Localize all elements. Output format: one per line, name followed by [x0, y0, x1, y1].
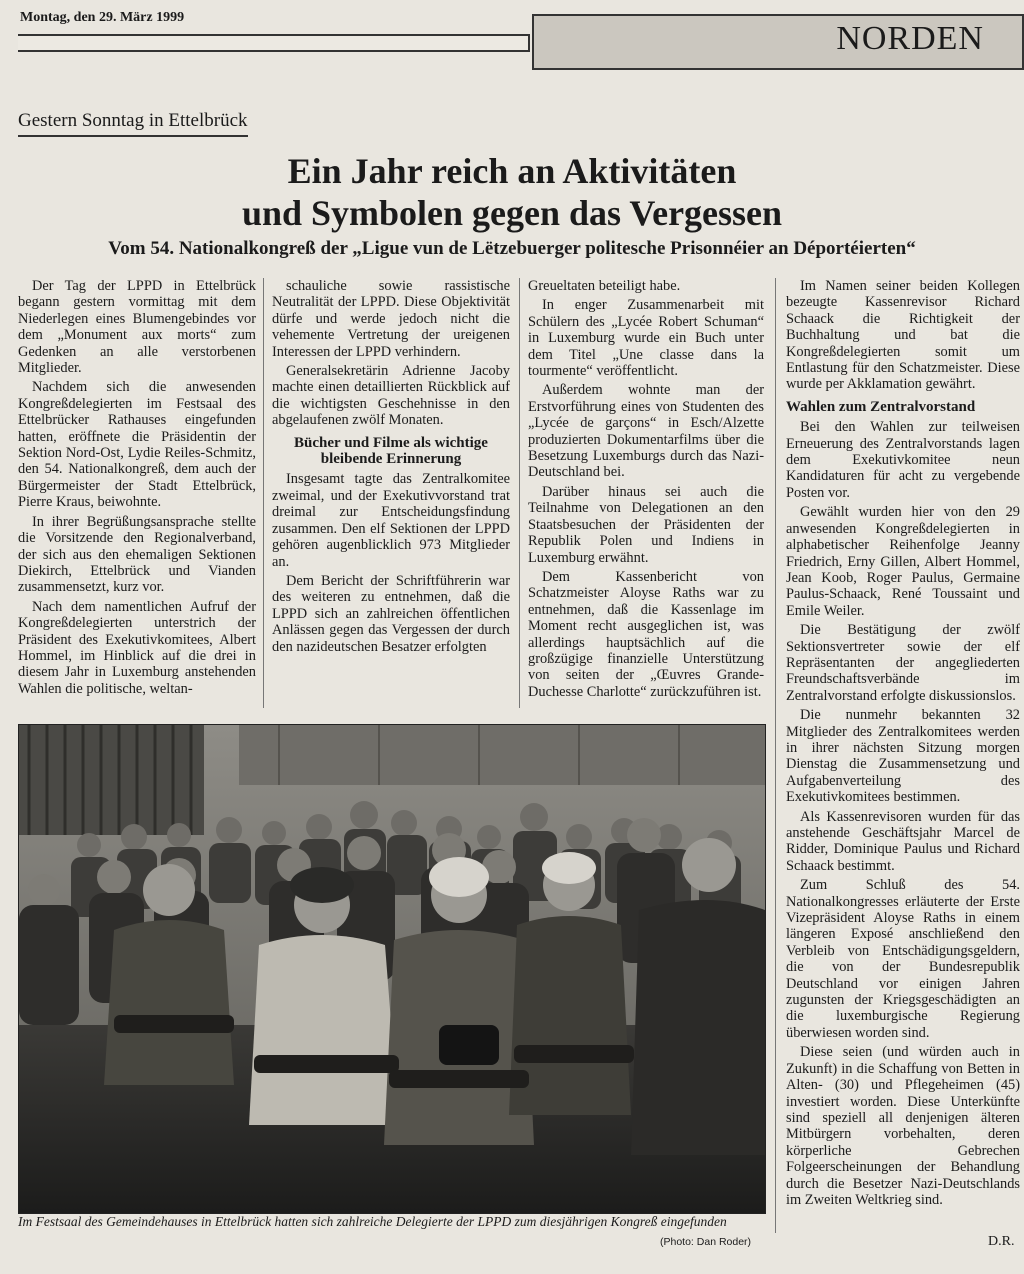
section-title: NORDEN: [836, 20, 984, 57]
paragraph: Dem Bericht der Schriftführerin war des weiteren zu entnehmen, daß die LPPD sich an zahlreichen öffentlichen Anlässen gegen das Vergessen der durch den nazideutschen Besatzer erfolgten: [272, 572, 510, 655]
paragraph: Nach dem namentlichen Aufruf der Kongreßdelegierten unterstrich der Präsident des Exekutivkomitees, Albert Hommel, im Hinblick auf die drei in diesem Jahr in Luxemburg anstehenden Wahlen die politische, weltan-: [18, 598, 256, 697]
paragraph: In enger Zusammenarbeit mit Schülern des „Lycée Robert Schuman“ in Luxemburg wurde ein Buch unter dem Titel „Une classe dans la tourmente“ veröffentlicht.: [528, 297, 764, 380]
photo-credit: (Photo: Dan Roder): [660, 1236, 752, 1248]
article-subheadline: Vom 54. Nationalkongreß der „Ligue vun de Lëtzebuerger politesche Prisonnéier an Déportéierten“: [108, 238, 916, 259]
photo-caption: Im Festsaal des Gemeindehauses in Ettelbrück hatten sich zahlreiche Delegierte der LPPD zum diesjährigen Kongreß eingefunden: [18, 1214, 727, 1229]
headline-line-2: und Symbolen gegen das Vergessen: [241, 193, 783, 233]
paragraph: Greueltaten beteiligt habe.: [528, 278, 681, 294]
headline-line-1: Ein Jahr reich an Aktivitäten: [287, 151, 737, 191]
paragraph: Insgesamt tagte das Zentralkomitee zweimal, und der Exekutivvorstand trat dreimal zur Entscheidungsfindung zusammen. Den elf Sektionen der LPPD gehören augenblicklich 973 Mitglieder an.: [272, 471, 510, 570]
paragraph: Dem Kassenbericht von Schatzmeister Aloyse Raths war zu entnehmen, daß die Kassenlage im Moment recht ausgeglichen ist, was allerdings hauptsächlich auf die großzügige finanzielle Unterstützung von seiten der „Œuvres Grande-Duchesse Charlotte“ zurückzuführen ist.: [528, 568, 764, 700]
paragraph: Diese seien (und würden auch in Zukunft) in die Schaffung von Betten in Alten- (30) und Pflegeheimen (45) investiert worden. Diese Unterkünfte sind speziell all denjenigen älteren Mitbürgern vorbehalten, deren körperliche Gebrechen Folgeerscheinungen der Behandlung durch die Besetzer Nazi-Deutschlands im Zweiten Weltkrieg sind.: [786, 1044, 1020, 1208]
article-kicker: Gestern Sonntag in Ettelbrück: [18, 110, 248, 137]
paragraph: schauliche sowie rassistische Neutralität der LPPD. Diese Objektivität dürfe und werde jedoch nicht die vehemente Vertretung der ureigenen Interessen der LPPD verhindern.: [272, 278, 510, 360]
paragraph: Im Namen seiner beiden Kollegen bezeugte Kassenrevisor Richard Schaack die Richtigkeit der Buchhaltung und bat die Kongreßdelegierten somit um Entlastung für den Schatzmeister. Diese wurde per Akklamation gewährt.: [786, 278, 1020, 393]
paragraph: Der Tag der LPPD in Ettelbrück begann gestern vormittag mit dem Niederlegen eines Blumengebindes vor dem „Monument aux morts“ zum Gedenken an alle verstorbenen Mitglieder.: [18, 278, 256, 377]
paragraph: Die nunmehr bekannten 32 Mitglieder des Zentralkomitees werden in ihrer nächsten Sitzung morgen Dienstag die Zusammensetzung und Aufgabenverteilung des Exekutivkomitees bestimmen.: [786, 707, 1020, 806]
intertitle: Bücher und Filme als wichtige bleibende Erinnerung: [294, 434, 488, 468]
column-divider: [519, 278, 520, 708]
paragraph: Als Kassenrevisoren wurden für das anstehende Geschäftsjahr Marcel de Ridder, Dominique Paulus und Richard Schaack bestimmt.: [786, 808, 1020, 874]
issue-date: Montag, den 29. März 1999: [20, 10, 185, 25]
paragraph: Generalsekretärin Adrienne Jacoby machte einen detaillierten Rückblick auf die wichtigsten Geschehnisse in den abgelaufenen zwölf Monaten.: [272, 363, 510, 429]
paragraph: Zum Schluß des 54. Nationalkongresses erläuterte der Erste Vizepräsident Aloyse Raths in einem längeren Exposé anschließend den Verbleib von Entschädigungsgeldern, die von der Bundesrepublik Deutschland vor einigen Jahren zugunsten der Kriegsgeschädigten an die luxemburgische Regierung überwiesen worden sind.: [786, 877, 1020, 1041]
text-column-3: [528, 278, 764, 708]
column-divider: [775, 278, 776, 1233]
text-column-4: [786, 278, 1020, 1218]
text-column-1: [18, 278, 256, 708]
audience-photo-illustration: [19, 725, 765, 1213]
paragraph: Nachdem sich die anwesenden Kongreßdelegierten im Festsaal des Ettelbrücker Rathauses eingefunden hatten, eröffnete die Präsidentin der Sektion Nord-Ost, Lydie Reiles-Schmitz, den 54. Nationalkongreß, dem auch der Bürgermeister der Stadt Ettelbrück, Pierre Kraus, beiwohnte.: [18, 379, 256, 511]
paragraph: Darüber hinaus sei auch die Teilnahme von Delegationen an den Staatsbesuchen der Präsidenten der Republik Polen und Indiens in Luxemburg erwähnt.: [528, 483, 764, 566]
paragraph: In ihrer Begrüßungsansprache stellte die Vorsitzende den Regionalverband, der sich aus den ehemaligen Sektionen Diekirch, Ettelbrück und Vianden zusammensetzt, kurz vor.: [18, 513, 256, 596]
paragraph: Bei den Wahlen zur teilweisen Erneuerung des Zentralvorstands lagen dem Exekutivkomitee neun Kandidaturen für acht zu vergebende Posten vor.: [786, 419, 1020, 501]
paragraph: Außerdem wohnte man der Erstvorführung eines von Studenten des „Lycée de garçons“ in Esch/Alzette produzierten Dokumentarfilms über die Besetzung Luxemburgs durch das Nazi-Deutschland bei.: [528, 382, 764, 481]
article-headline: [0, 150, 1024, 234]
paragraph: Gewählt wurden hier von den 29 anwesenden Kongreßdelegierten in alphabetischer Reihenfolge Jeanny Friedrich, Erny Gillen, Albert Hommel, Jean Koob, Roger Paulus, Germaine Paulus-Schaack, René Toussaint und Emile Weiler.: [786, 504, 1020, 619]
intertitle: Wahlen zum Zentralvorstand: [786, 398, 976, 415]
text-column-2: [272, 278, 510, 708]
article-photo: [18, 724, 766, 1214]
header-rule: [18, 34, 530, 52]
paragraph: Die Bestätigung der zwölf Sektionsvertreter sowie der elf Repräsentanten der angegliederten Freundschaftsverbände im Zentralvorstand erfolgte diskussionslos.: [786, 622, 1020, 704]
column-divider: [263, 278, 264, 708]
author-signature: D.R.: [988, 1234, 1015, 1249]
